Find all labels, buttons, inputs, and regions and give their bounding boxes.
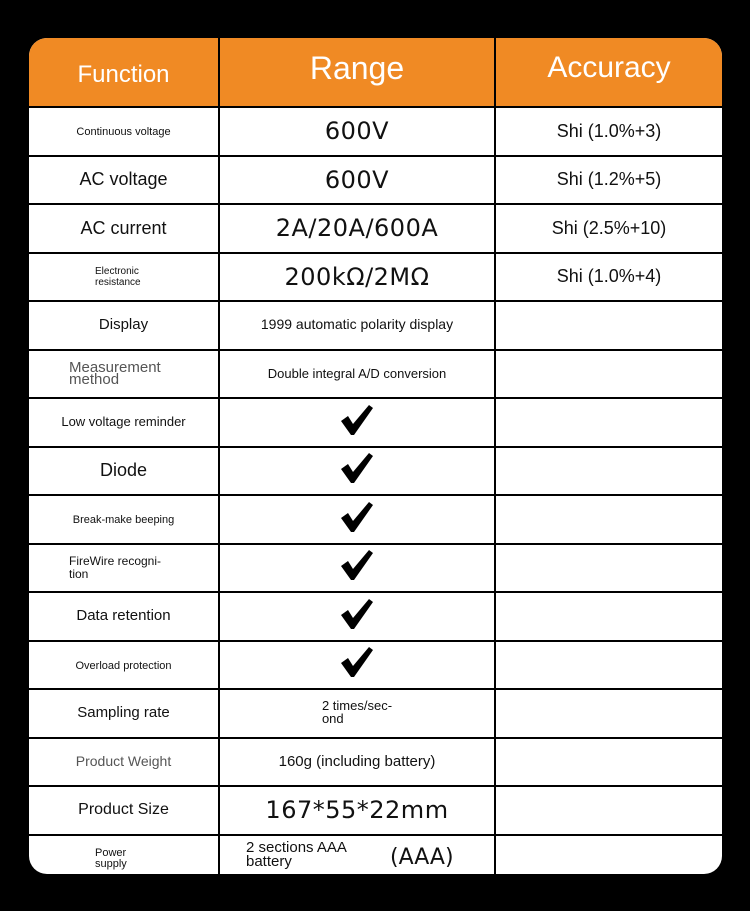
- function-label-line2: method: [69, 370, 120, 388]
- table-row: [29, 592, 722, 641]
- function-label-line1: FireWire recogni-: [69, 553, 162, 568]
- range-value-line2: battery: [246, 852, 292, 870]
- function-label: Break-make beeping: [72, 514, 175, 527]
- header-accuracy: Accuracy: [495, 38, 722, 107]
- spec-table: [29, 38, 722, 874]
- spec-table-container: [29, 38, 722, 874]
- checkmark-icon: [340, 646, 374, 678]
- range-value-line1: 2 sections AAA: [246, 838, 347, 856]
- range-value: 600V: [324, 165, 390, 194]
- function-label-line2: tion: [69, 566, 89, 581]
- function-label: Low voltage reminder: [61, 414, 186, 430]
- function-label: Product Size: [78, 801, 169, 819]
- range-value: 1999 automatic polarity display: [260, 316, 454, 333]
- range-value: Double integral A/D conversion: [267, 365, 447, 381]
- function-label-line1: Electronic: [95, 265, 139, 277]
- accuracy-value: Shi (2.5%+10): [551, 217, 667, 238]
- range-extra: (AAA): [390, 844, 454, 870]
- function-label: Display: [98, 316, 149, 334]
- table-row: [29, 253, 722, 302]
- checkmark-icon: [340, 404, 374, 436]
- table-row: [29, 350, 722, 399]
- accuracy-value: Shi (1.2%+5): [556, 169, 662, 190]
- function-label: AC current: [80, 217, 167, 238]
- range-value: 160g (including battery): [278, 752, 436, 770]
- accuracy-value: Shi (1.0%+3): [556, 120, 662, 141]
- range-value-line1: 2 times/sec-: [321, 697, 393, 713]
- function-label-line1: Measurement: [69, 358, 161, 376]
- table-row: [29, 689, 722, 738]
- function-label: Continuous voltage: [76, 126, 171, 139]
- table-row: [29, 107, 722, 156]
- function-label-line1: Power: [95, 846, 127, 859]
- function-label: Data retention: [76, 607, 171, 625]
- table-row: [29, 204, 722, 253]
- table-row: [29, 786, 722, 835]
- table-row: [29, 447, 722, 496]
- power-supply-range: [220, 836, 494, 874]
- table-row: [29, 738, 722, 787]
- function-label-line2: supply: [95, 857, 127, 870]
- function-label: Sampling rate: [77, 704, 170, 722]
- table-row: [29, 156, 722, 205]
- accuracy-value: Shi (1.0%+4): [556, 266, 662, 287]
- range-value: 167*55*22mm: [265, 796, 449, 825]
- header-range: Range: [219, 38, 495, 107]
- range-value: 200kΩ/2MΩ: [284, 262, 430, 291]
- table-row: [29, 835, 722, 875]
- checkmark-icon: [340, 598, 374, 630]
- table-row: [29, 641, 722, 690]
- function-label: Product Weight: [75, 752, 172, 769]
- range-value: 600V: [324, 117, 390, 146]
- range-value: 2A/20A/600A: [275, 214, 439, 243]
- function-label: Diode: [99, 460, 148, 481]
- function-label: [29, 266, 218, 288]
- function-label: [29, 555, 218, 581]
- checkmark-icon: [340, 549, 374, 581]
- range-value: [322, 699, 392, 725]
- table-row: [29, 398, 722, 447]
- range-value: [246, 838, 347, 870]
- function-label-line2: resistance: [95, 276, 141, 288]
- table-row: [29, 301, 722, 350]
- function-label: [29, 848, 218, 870]
- header-function: Function: [29, 38, 219, 107]
- table-row: [29, 544, 722, 593]
- table-row: [29, 495, 722, 544]
- function-label: AC voltage: [79, 169, 168, 190]
- function-label: Overload protection: [75, 659, 172, 672]
- function-label: [29, 358, 218, 388]
- checkmark-icon: [340, 501, 374, 533]
- table-header-row: [29, 38, 722, 107]
- range-value-line2: ond: [321, 710, 344, 726]
- checkmark-icon: [340, 452, 374, 484]
